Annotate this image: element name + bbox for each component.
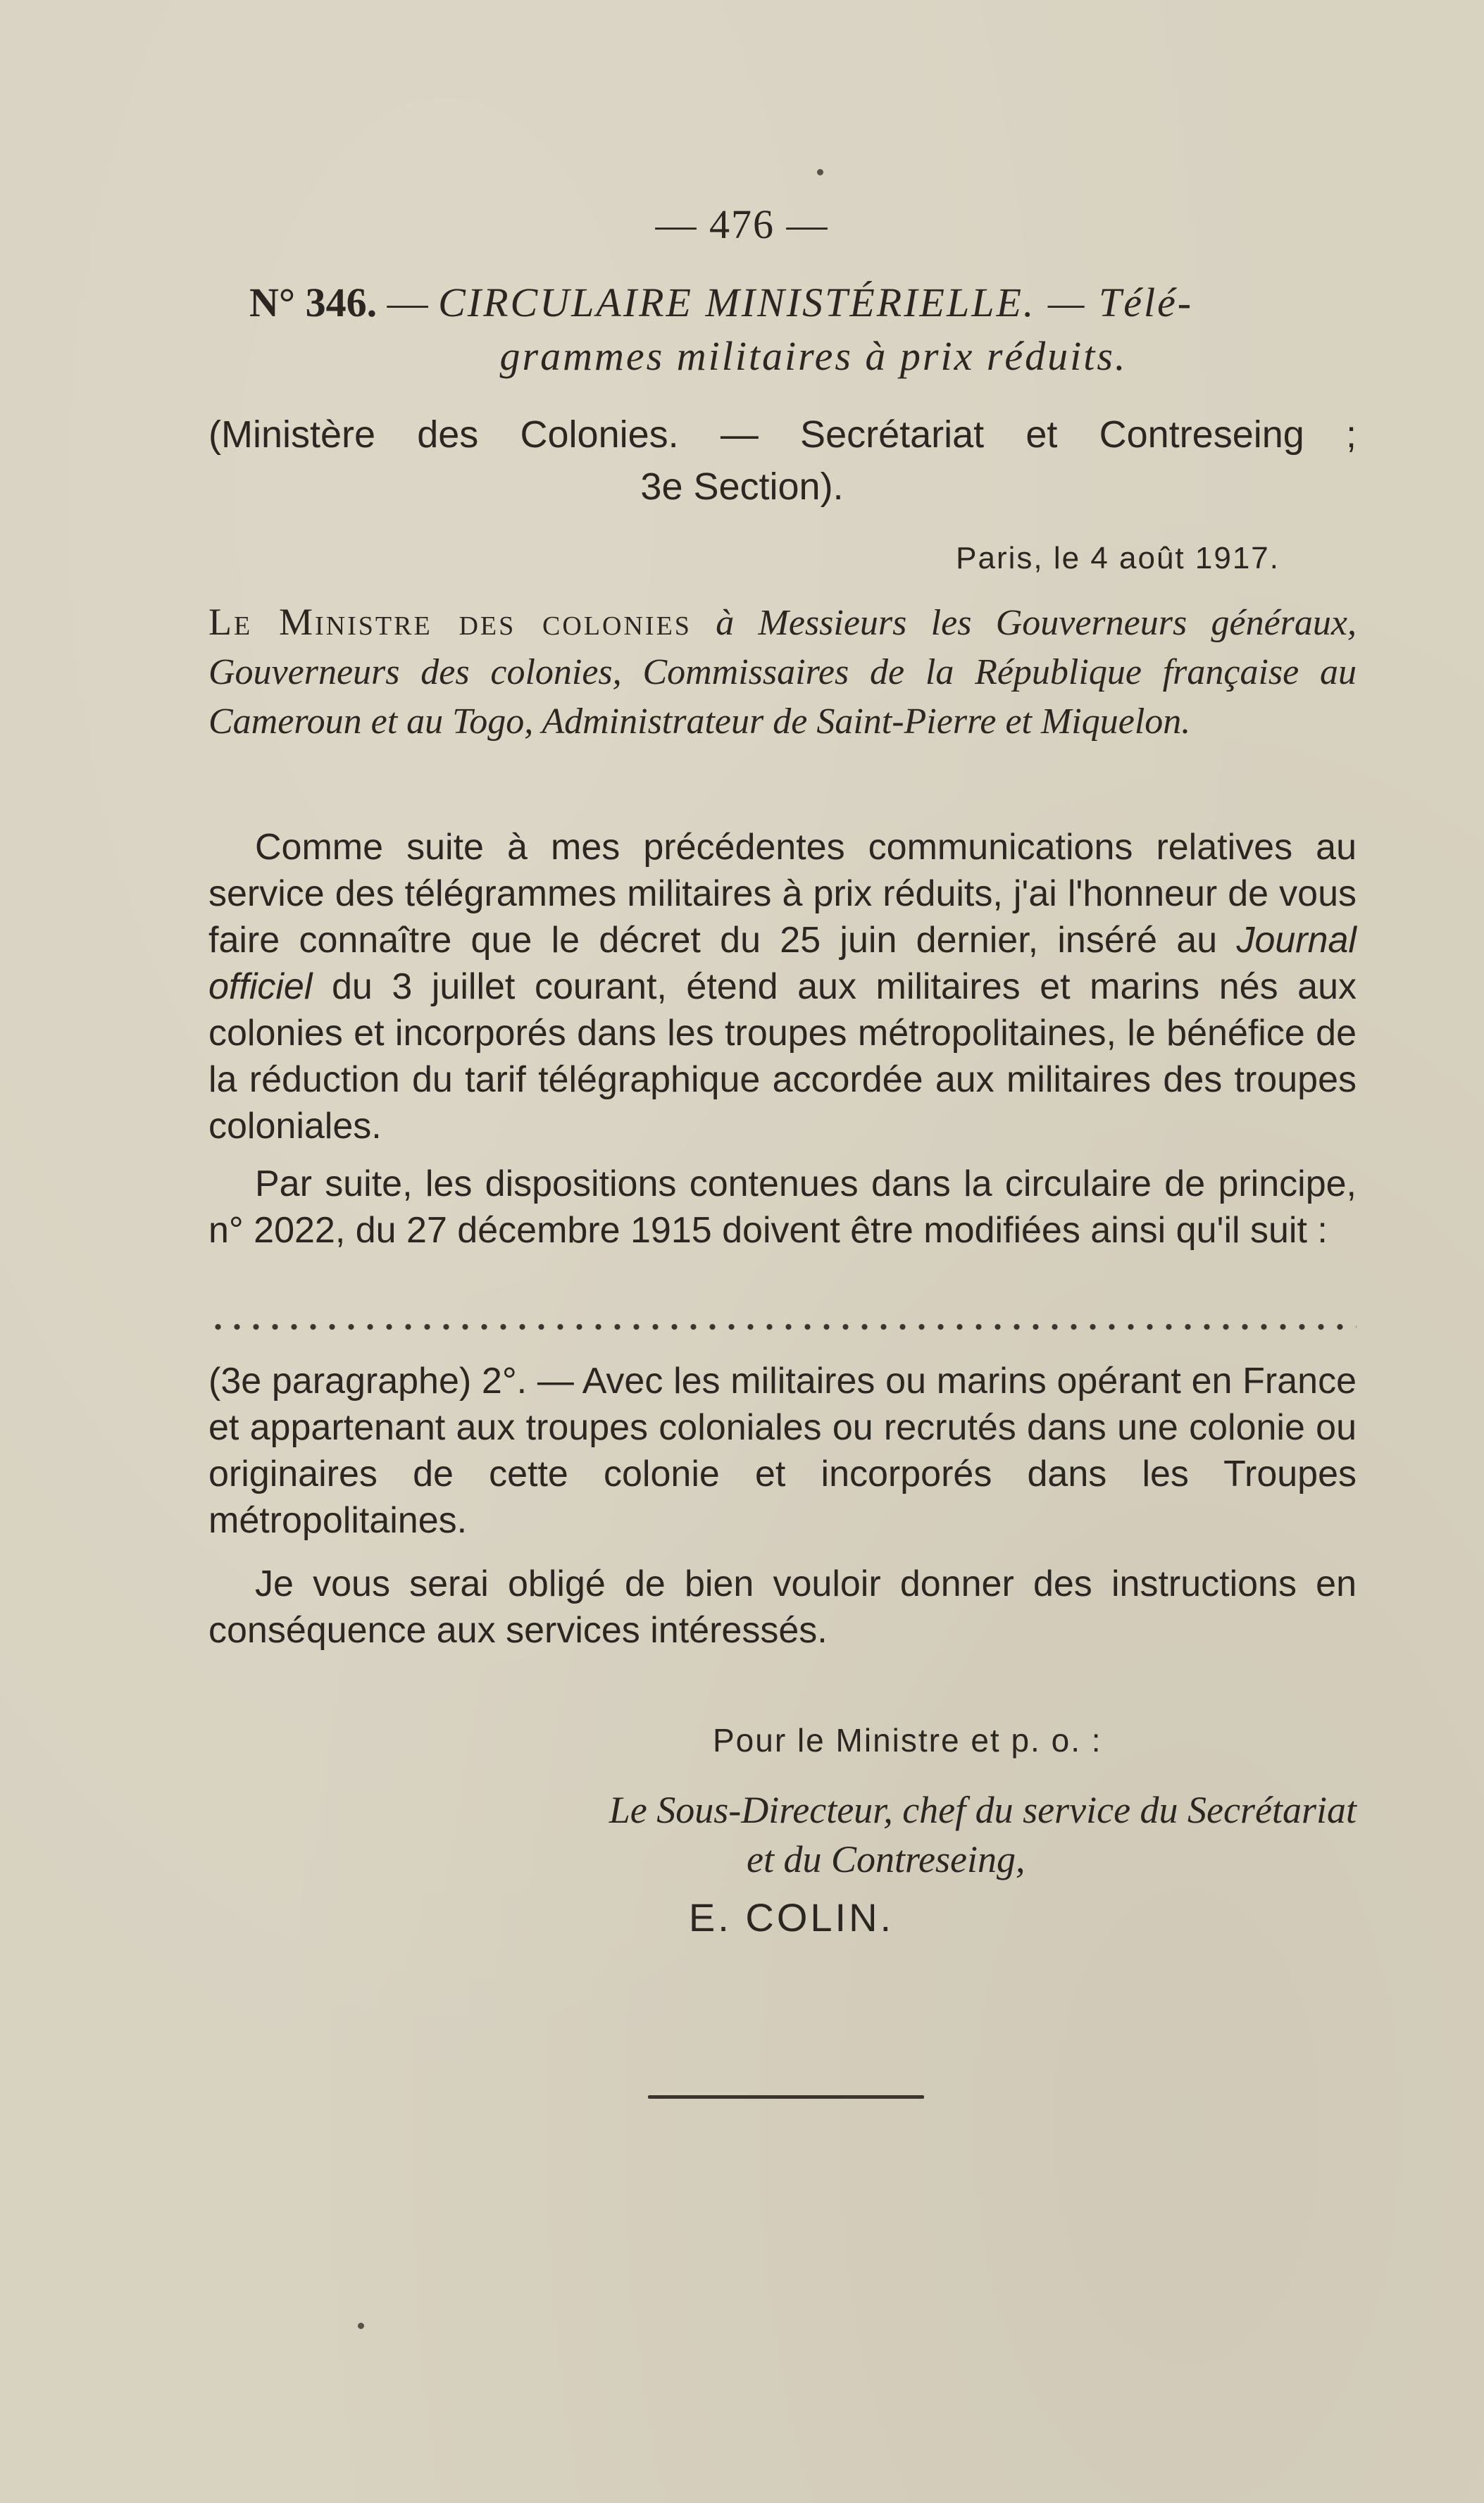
signatory-name: E. COLIN. bbox=[688, 1895, 894, 1940]
closing-rule bbox=[648, 2095, 924, 2099]
paragraph-1 bbox=[208, 824, 1357, 1149]
signatory-title-line2: et du Contreseing, bbox=[747, 1838, 1025, 1880]
circular-number: N° 346. bbox=[249, 280, 378, 325]
paper-speck bbox=[358, 2323, 364, 2329]
paragraph-4: Je vous serai obligé de bien vouloir donner des instructions en conséquence aux services intéressés. bbox=[208, 1563, 1357, 1651]
paragraph-1-text-b: du 3 juillet courant, étend aux militaires et marins nés aux colonies et incorporés dans les troupes métropolitaines, le bénéfice de la réduction du tarif télégraphique accordée aux militaires des troupes coloniales. bbox=[208, 966, 1357, 1147]
signatory-title-line1: Le Sous-Directeur, chef du service du Secrétariat bbox=[609, 1789, 1357, 1831]
body-section-2 bbox=[208, 1161, 1357, 1268]
circular-heading bbox=[249, 276, 1357, 383]
paragraph-1-text-a: Comme suite à mes précédentes communications relatives au service des télégrammes militaires à prix réduits, j'ai l'honneur de vous faire connaître que le décret du 25 juin dernier, inséré au bbox=[208, 827, 1357, 961]
signatory-title bbox=[458, 1785, 1357, 1884]
paper-speck bbox=[817, 169, 823, 175]
origin-line2: 3e Section). bbox=[640, 466, 844, 508]
address-block bbox=[208, 597, 1357, 747]
dateline: Paris, le 4 août 1917. bbox=[956, 541, 1280, 575]
recipients: à Messieurs les Gouverneurs généraux, Gouverneurs des colonies, Commissaires de la République française au Cameroun et au Togo, Administrateur de Saint-Pierre et Miquelon. bbox=[208, 603, 1357, 742]
body-section-4 bbox=[208, 1561, 1357, 1668]
body-section-3 bbox=[208, 1358, 1357, 1558]
for-minister-line: Pour le Ministre et p. o. : bbox=[713, 1722, 1102, 1759]
heading-dash: — bbox=[377, 280, 439, 325]
paragraph-3-amendment: (3e paragraphe) 2°. — Avec les militaires ou marins opérant en France et appartenant aux troupes coloniales ou recrutés dans une colonie ou originaires de cette colonie et incorporés dans les Troupes métropolitaines. bbox=[208, 1361, 1357, 1541]
sender: Le Ministre des colonies bbox=[208, 601, 692, 643]
circular-title-line2: grammes militaires à prix réduits. bbox=[499, 333, 1128, 379]
body-section-1 bbox=[208, 824, 1357, 1163]
circular-title-line1: CIRCULAIRE MINISTÉRIELLE. — Télé- bbox=[438, 280, 1194, 325]
page-number: — 476 — bbox=[655, 201, 829, 247]
ellipsis-dot-leader bbox=[208, 1320, 1357, 1334]
origin-line1: (Ministère des Colonies. — Secrétariat et Contreseing ; bbox=[208, 413, 1357, 456]
journal-officiel-reference: Journal officiel bbox=[208, 920, 1357, 1007]
paragraph-2: Par suite, les dispositions contenues dans la circulaire de principe, n° 2022, du 27 décembre 1915 doivent être modifiées ainsi qu'il suit : bbox=[208, 1163, 1357, 1251]
